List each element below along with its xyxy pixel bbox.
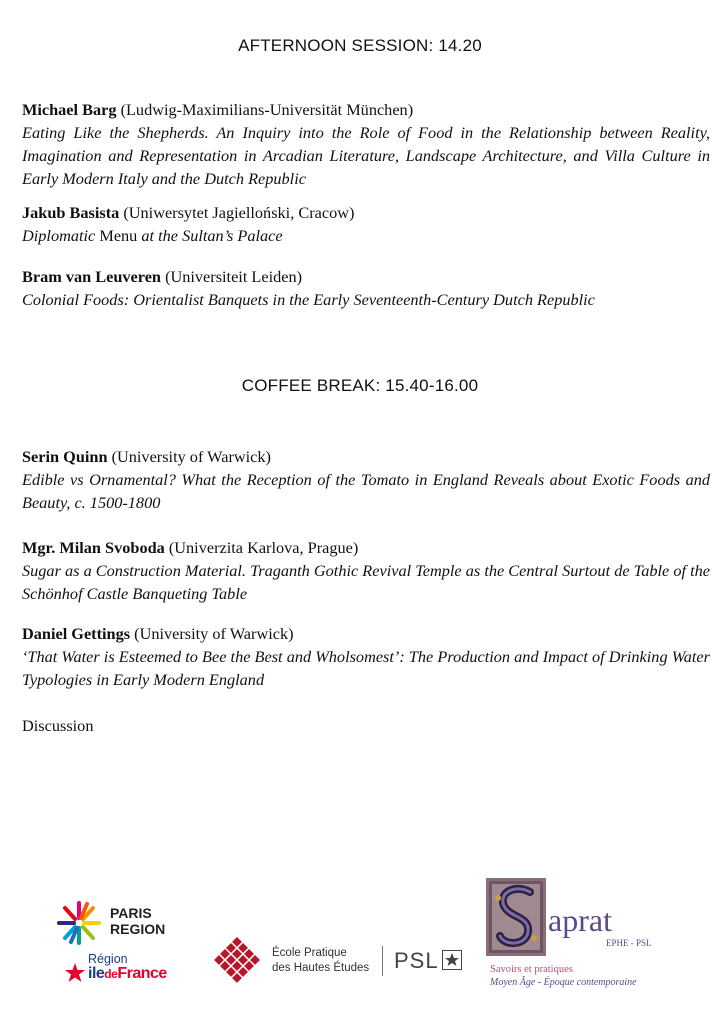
talk-barg	[22, 98, 710, 190]
saprat-sub: EPHE - PSL	[606, 938, 652, 948]
paris-region-line1: PARIS	[110, 905, 152, 921]
speaker-name: Jakub Basista	[22, 203, 120, 222]
talk-title: Diplomatic Menu at the Sultan’s Palace	[22, 226, 283, 245]
speaker-name: Serin Quinn	[22, 447, 108, 466]
paris-region-line2: REGION	[110, 921, 166, 937]
talk-leuveren	[22, 265, 710, 311]
saprat-name: aprat	[548, 902, 612, 938]
paris-region-burst-icon	[56, 900, 102, 946]
idf-name: iledeFrance	[88, 965, 167, 982]
ephe-logo	[210, 934, 380, 990]
idf-star-icon	[64, 962, 86, 984]
speaker-name: Michael Barg	[22, 100, 117, 119]
saprat-tagline-1: Savoirs et pratiques	[490, 964, 573, 975]
speaker-affiliation: (Universiteit Leiden)	[161, 267, 303, 286]
talk-title: Eating Like the Shepherds. An Inquiry into the Role of Food in the Relationship between Reality, Imagination and Representation in Arcadian Literature, Landscape Architecture, and Villa Culture in Early Modern Italy and the Dutch Republic	[22, 123, 710, 188]
speaker-name: Bram van Leuveren	[22, 267, 161, 286]
psl-divider	[382, 946, 383, 976]
ephe-line1: École Pratique	[272, 947, 347, 959]
saprat-tagline-2: Moyen Âge - Époque contemporaine	[490, 977, 637, 988]
afternoon-session-heading: AFTERNOON SESSION: 14.20	[238, 36, 482, 55]
psl-star-icon	[442, 950, 462, 970]
talk-svoboda	[22, 536, 710, 605]
speaker-name: Mgr. Milan Svoboda	[22, 538, 165, 557]
psl-text: PSL	[394, 948, 439, 973]
speaker-affiliation: (University of Warwick)	[107, 447, 271, 466]
ephe-diamond-icon	[210, 934, 264, 988]
region-idf-logo	[64, 952, 194, 988]
speaker-affiliation: (Univerzita Karlova, Prague)	[164, 538, 359, 557]
talk-basista	[22, 201, 710, 247]
speaker-name: Daniel Gettings	[22, 624, 131, 643]
coffee-break-heading: COFFEE BREAK: 15.40-16.00	[241, 376, 479, 395]
talk-title: ‘That Water is Esteemed to Bee the Best and Wholsomest’: The Production and Impact of Drinking Water Typologies in Early Modern England	[22, 647, 710, 689]
paris-region-logo	[56, 900, 196, 946]
talk-title: Edible vs Ornamental? What the Reception of the Tomato in England Reveals about Exotic Foods and Beauty, c. 1500-1800	[22, 470, 710, 512]
talk-quinn	[22, 445, 710, 514]
talk-gettings	[22, 622, 710, 691]
ephe-line2: des Hautes Études	[272, 962, 370, 974]
talk-title: Colonial Foods: Orientalist Banquets in the Early Seventeenth-Century Dutch Republic	[22, 290, 595, 309]
speaker-affiliation: (Uniwersytet Jagielloński, Cracow)	[119, 203, 355, 222]
psl-logo	[382, 942, 472, 982]
discussion-label: Discussion	[22, 716, 94, 735]
speaker-affiliation: (University of Warwick)	[130, 624, 294, 643]
talk-title: Sugar as a Construction Material. Traganth Gothic Revival Temple as the Central Surtout de Table of the Schönhof Castle Banqueting Table	[22, 561, 710, 603]
idf-region-label: Région	[88, 952, 128, 966]
saprat-logo	[486, 878, 676, 990]
speaker-affiliation: (Ludwig-Maximilians-Universität München)	[116, 100, 414, 119]
saprat-illuminated-letter-icon	[486, 878, 546, 956]
